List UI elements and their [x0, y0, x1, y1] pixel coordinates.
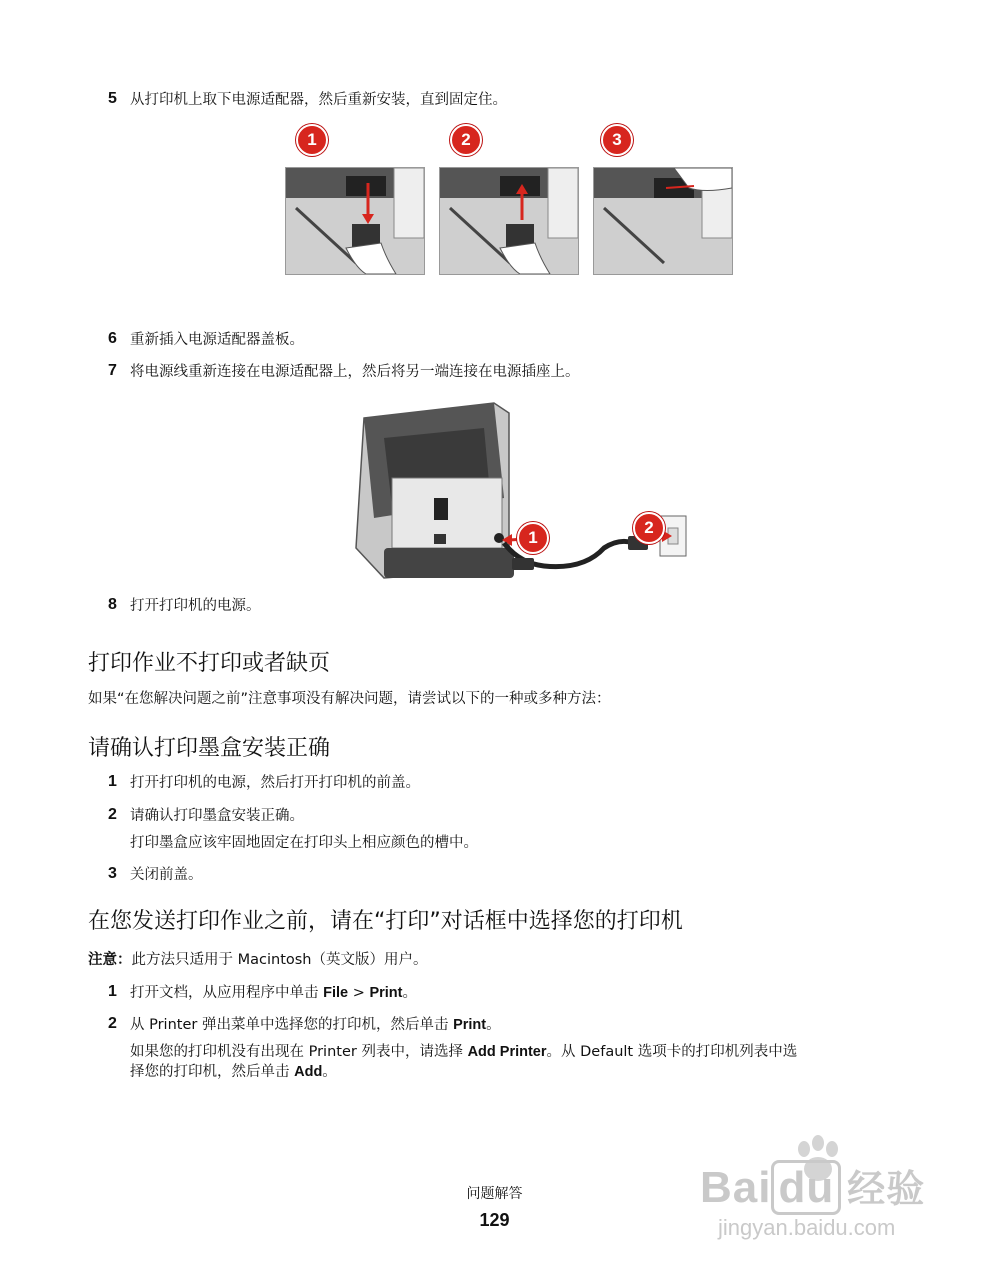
watermark-url: jingyan.baidu.com	[718, 1215, 896, 1240]
section-intro: 如果“在您解决问题之前”注意事项没有解决问题，请尝试以下的一种或多种方法：	[88, 691, 611, 707]
step-text-part: 。	[486, 1017, 501, 1033]
step-text: 从打印机上取下电源适配器，然后重新安装，直到固定住。	[130, 92, 507, 108]
step-text	[130, 1015, 501, 1035]
callout-badge-1: 1	[517, 522, 549, 554]
step-subtext: 打印墨盒应该牢固地固定在打印头上相应颜色的槽中。	[130, 835, 478, 851]
watermark-brand-2: du	[771, 1160, 841, 1215]
step-text-part: 从 Printer 弹出菜单中选择您的打印机，然后单击	[130, 1017, 454, 1033]
step-text: 重新插入电源适配器盖板。	[130, 332, 304, 348]
button-name-add-printer: Add Printer	[467, 1044, 547, 1060]
remove-adapter-illustration	[286, 168, 424, 274]
page-number: 129	[479, 1210, 510, 1230]
callout-badge-1: 1	[296, 124, 328, 156]
step-number: 6	[108, 330, 117, 347]
step-text-part: 择您的打印机，然后单击	[130, 1064, 295, 1080]
step-text-part: 如果您的打印机没有出现在 Printer 列表中，请选择	[130, 1044, 468, 1060]
section-heading: 在您发送打印作业之前，请在“打印”对话框中选择您的打印机	[88, 909, 683, 934]
note-text: 此方法只适用于 Macintosh（英文版）用户。	[131, 952, 428, 968]
step-number: 2	[108, 806, 117, 823]
step-number: 8	[108, 596, 117, 613]
watermark-brand: Bai	[700, 1163, 772, 1212]
figure-panel-3	[593, 167, 733, 275]
insert-adapter-illustration	[440, 168, 578, 274]
step-number: 7	[108, 362, 117, 379]
step-number: 1	[108, 773, 117, 790]
callout-badge-3: 3	[601, 124, 633, 156]
section-heading: 请确认打印墨盒安装正确	[88, 736, 331, 761]
button-name-print: Print	[453, 1017, 487, 1033]
step-text: 打开打印机的电源。	[130, 598, 261, 614]
step-number: 5	[108, 90, 117, 107]
note-label: 注意：	[88, 952, 132, 968]
step-text: 打开打印机的电源，然后打开打印机的前盖。	[130, 775, 420, 791]
step-text-part: 。从 Default 选项卡的打印机列表中选	[546, 1044, 798, 1060]
step-text	[130, 983, 417, 1003]
step-text: 将电源线重新连接在电源适配器上，然后将另一端连接在电源插座上。	[130, 364, 580, 380]
step-number: 2	[108, 1015, 117, 1032]
menu-name-file: File	[323, 985, 349, 1001]
step-text-part: 。	[402, 985, 417, 1001]
step-number: 3	[108, 865, 117, 882]
footer-category: 问题解答	[466, 1186, 523, 1202]
figure-panel-1	[285, 167, 425, 275]
printer-power-illustration	[344, 398, 694, 583]
watermark-cn: 经验	[847, 1167, 926, 1211]
step-number: 1	[108, 983, 117, 1000]
step-text-part: >	[348, 985, 370, 1001]
note	[88, 950, 428, 970]
figure-panel-2	[439, 167, 579, 275]
menu-name-print: Print	[369, 985, 403, 1001]
step-subtext	[130, 1062, 337, 1082]
section-heading: 打印作业不打印或者缺页	[88, 651, 331, 676]
step-text-part: 。	[322, 1064, 337, 1080]
callout-badge-2: 2	[633, 512, 665, 544]
button-name-add: Add	[294, 1064, 323, 1080]
replace-cover-illustration	[594, 168, 732, 274]
step-text-part: 打开文档，从应用程序中单击	[130, 985, 324, 1001]
step-subtext	[130, 1042, 797, 1062]
callout-badge-2: 2	[450, 124, 482, 156]
step-text: 请确认打印墨盒安装正确。	[130, 808, 304, 824]
step-text: 关闭前盖。	[130, 867, 203, 883]
